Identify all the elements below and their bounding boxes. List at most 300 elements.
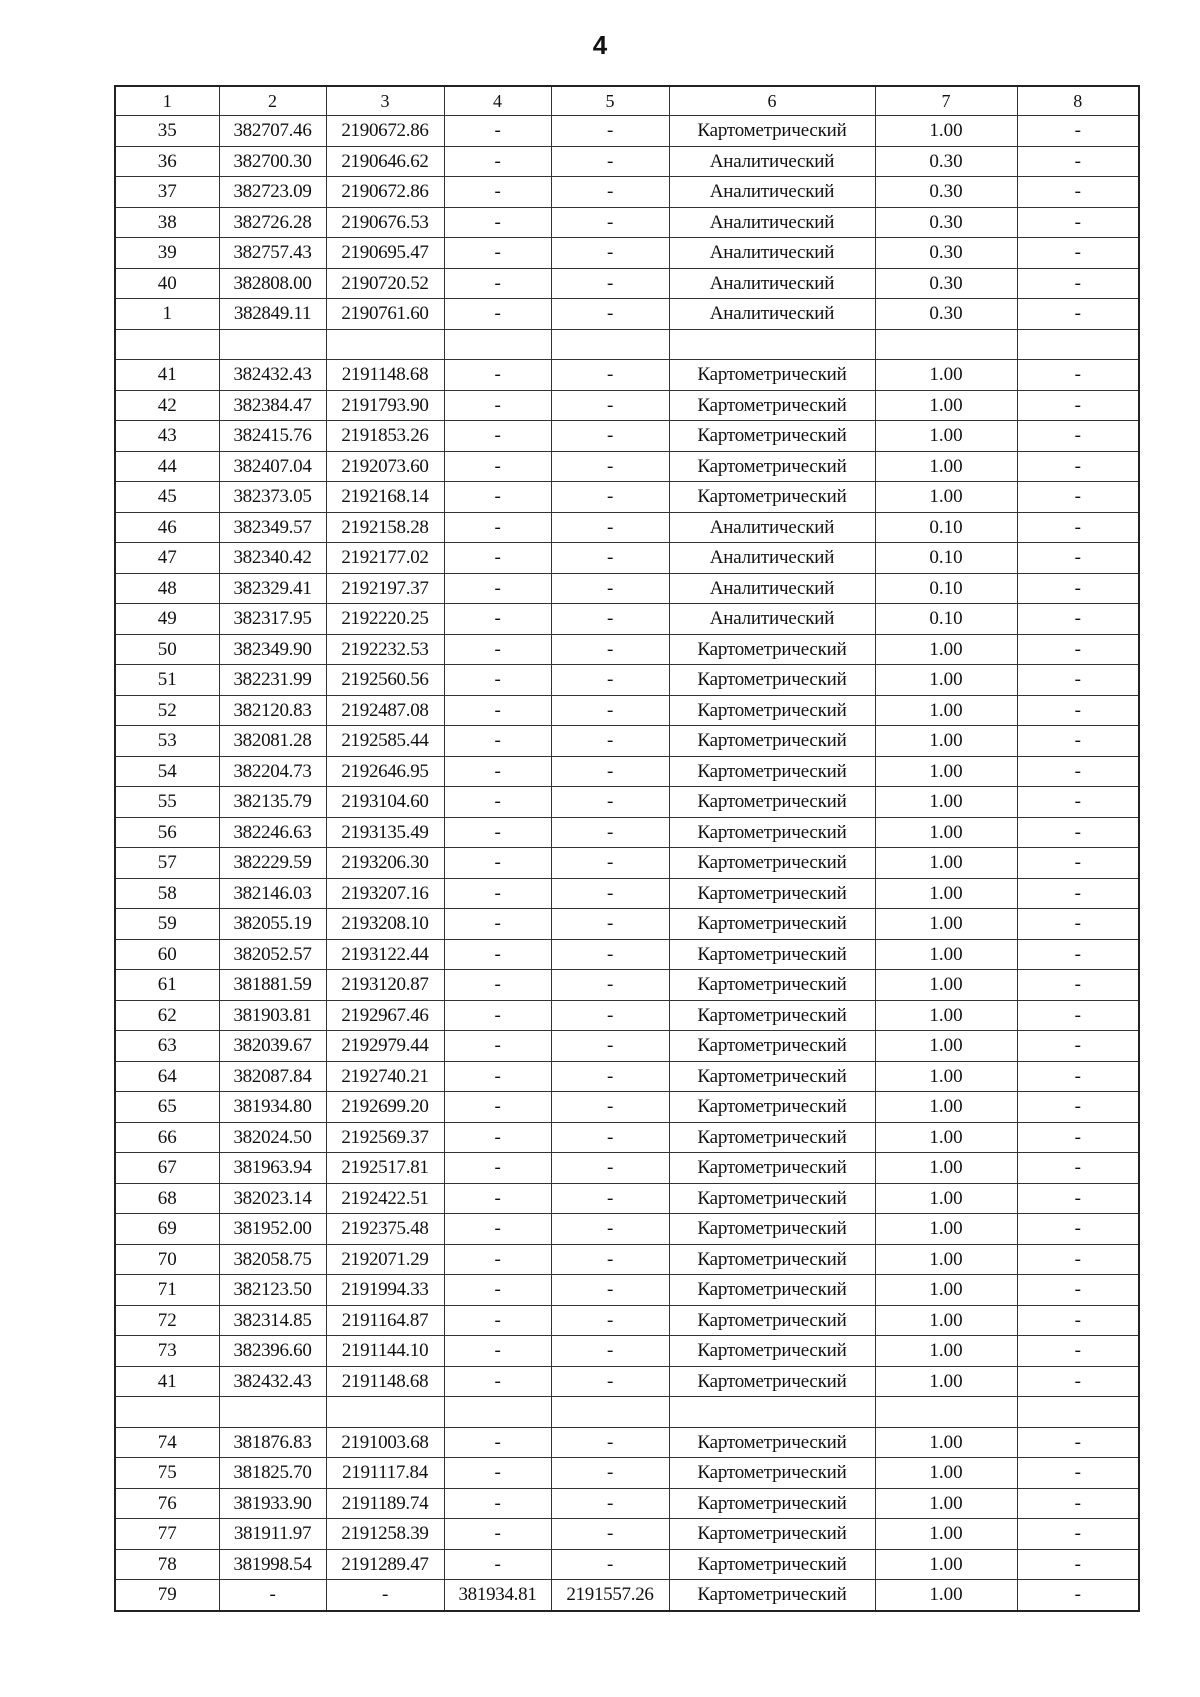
y-coordinate-alt-cell: - [551, 1275, 669, 1306]
x-coordinate-alt-cell: - [444, 116, 551, 147]
y-coordinate-cell: 2192422.51 [326, 1183, 444, 1214]
accuracy-cell: 0.30 [875, 268, 1017, 299]
y-coordinate-cell: 2192740.21 [326, 1061, 444, 1092]
x-coordinate-alt-cell: - [444, 1061, 551, 1092]
y-coordinate-cell: 2190695.47 [326, 238, 444, 269]
point-number-cell: 54 [115, 756, 219, 787]
x-coordinate-cell: 382849.11 [219, 299, 326, 330]
accuracy-cell: 0.10 [875, 604, 1017, 635]
table-row [115, 1214, 1139, 1245]
x-coordinate-cell: 382726.28 [219, 207, 326, 238]
point-number-cell: 40 [115, 268, 219, 299]
accuracy-cell: 1.00 [875, 1427, 1017, 1458]
x-coordinate-alt-cell: - [444, 1153, 551, 1184]
accuracy-cell: 1.00 [875, 726, 1017, 757]
point-number-cell: 49 [115, 604, 219, 635]
description-cell: - [1017, 512, 1139, 543]
accuracy-cell: 0.10 [875, 543, 1017, 574]
accuracy-cell: 1.00 [875, 390, 1017, 421]
method-cell [669, 1397, 875, 1428]
x-coordinate-alt-cell: - [444, 146, 551, 177]
x-coordinate-cell: 382700.30 [219, 146, 326, 177]
x-coordinate-alt-cell: - [444, 1183, 551, 1214]
description-cell: - [1017, 909, 1139, 940]
x-coordinate-alt-cell: - [444, 726, 551, 757]
description-cell: - [1017, 695, 1139, 726]
method-cell: Картометрический [669, 939, 875, 970]
y-coordinate-cell: 2192375.48 [326, 1214, 444, 1245]
method-cell: Картометрический [669, 1366, 875, 1397]
description-cell: - [1017, 1244, 1139, 1275]
point-number-cell: 64 [115, 1061, 219, 1092]
x-coordinate-cell: 382024.50 [219, 1122, 326, 1153]
y-coordinate-cell: 2192220.25 [326, 604, 444, 635]
point-number-cell: 43 [115, 421, 219, 452]
y-coordinate-cell: 2192646.95 [326, 756, 444, 787]
accuracy-cell: 1.00 [875, 787, 1017, 818]
accuracy-cell: 1.00 [875, 1549, 1017, 1580]
x-coordinate-cell: 382039.67 [219, 1031, 326, 1062]
y-coordinate-cell: 2190646.62 [326, 146, 444, 177]
description-cell: - [1017, 1122, 1139, 1153]
x-coordinate-alt-cell: - [444, 177, 551, 208]
method-cell: Картометрический [669, 726, 875, 757]
accuracy-cell: 1.00 [875, 939, 1017, 970]
y-coordinate-alt-cell: - [551, 177, 669, 208]
description-cell: - [1017, 848, 1139, 879]
table-row [115, 238, 1139, 269]
y-coordinate-alt-cell: - [551, 1519, 669, 1550]
x-coordinate-cell: 382120.83 [219, 695, 326, 726]
accuracy-cell: 1.00 [875, 1458, 1017, 1489]
table-row [115, 726, 1139, 757]
x-coordinate-cell: 382329.41 [219, 573, 326, 604]
y-coordinate-alt-cell: - [551, 665, 669, 696]
method-cell: Картометрический [669, 116, 875, 147]
point-number-cell: 68 [115, 1183, 219, 1214]
table-row [115, 878, 1139, 909]
y-coordinate-cell: 2191258.39 [326, 1519, 444, 1550]
y-coordinate-alt-cell: - [551, 817, 669, 848]
point-number-cell: 55 [115, 787, 219, 818]
point-number-cell: 72 [115, 1305, 219, 1336]
accuracy-cell: 1.00 [875, 1488, 1017, 1519]
x-coordinate-cell: 381825.70 [219, 1458, 326, 1489]
y-coordinate-cell: 2192487.08 [326, 695, 444, 726]
y-coordinate-alt-cell: - [551, 726, 669, 757]
point-number-cell: 1 [115, 299, 219, 330]
y-coordinate-cell: 2190672.86 [326, 116, 444, 147]
y-coordinate-cell: 2190761.60 [326, 299, 444, 330]
y-coordinate-cell: - [326, 1580, 444, 1611]
y-coordinate-alt-cell: - [551, 1183, 669, 1214]
description-cell [1017, 1397, 1139, 1428]
description-cell: - [1017, 177, 1139, 208]
y-coordinate-alt-cell: - [551, 695, 669, 726]
x-coordinate-alt-cell: - [444, 909, 551, 940]
x-coordinate-cell: 381933.90 [219, 1488, 326, 1519]
y-coordinate-alt-cell: - [551, 482, 669, 513]
y-coordinate-alt-cell: - [551, 360, 669, 391]
method-cell: Аналитический [669, 573, 875, 604]
point-number-cell: 62 [115, 1000, 219, 1031]
accuracy-cell: 1.00 [875, 665, 1017, 696]
x-coordinate-cell: 382340.42 [219, 543, 326, 574]
point-number-cell: 41 [115, 360, 219, 391]
point-number-cell: 74 [115, 1427, 219, 1458]
header-cell: 5 [551, 86, 669, 116]
point-number-cell: 59 [115, 909, 219, 940]
x-coordinate-alt-cell: - [444, 1000, 551, 1031]
accuracy-cell: 1.00 [875, 1214, 1017, 1245]
accuracy-cell: 1.00 [875, 909, 1017, 940]
x-coordinate-cell: 382723.09 [219, 177, 326, 208]
accuracy-cell: 1.00 [875, 1031, 1017, 1062]
accuracy-cell: 0.10 [875, 512, 1017, 543]
y-coordinate-alt-cell: - [551, 543, 669, 574]
x-coordinate-cell: 382396.60 [219, 1336, 326, 1367]
x-coordinate-alt-cell: - [444, 512, 551, 543]
accuracy-cell: 1.00 [875, 756, 1017, 787]
y-coordinate-cell: 2192967.46 [326, 1000, 444, 1031]
table-body [115, 86, 1139, 1611]
point-number-cell: 37 [115, 177, 219, 208]
method-cell: Картометрический [669, 1580, 875, 1611]
accuracy-cell: 1.00 [875, 695, 1017, 726]
y-coordinate-alt-cell: - [551, 116, 669, 147]
method-cell: Аналитический [669, 146, 875, 177]
y-coordinate-alt-cell: - [551, 1427, 669, 1458]
x-coordinate-alt-cell [444, 329, 551, 360]
table-row [115, 787, 1139, 818]
description-cell: - [1017, 970, 1139, 1001]
y-coordinate-cell: 2190720.52 [326, 268, 444, 299]
accuracy-cell: 1.00 [875, 1580, 1017, 1611]
x-coordinate-alt-cell: - [444, 878, 551, 909]
x-coordinate-cell: - [219, 1580, 326, 1611]
x-coordinate-alt-cell: - [444, 1519, 551, 1550]
accuracy-cell: 1.00 [875, 1000, 1017, 1031]
y-coordinate-alt-cell: - [551, 1244, 669, 1275]
point-number-cell: 63 [115, 1031, 219, 1062]
y-coordinate-cell: 2191117.84 [326, 1458, 444, 1489]
point-number-cell: 51 [115, 665, 219, 696]
point-number-cell [115, 329, 219, 360]
y-coordinate-alt-cell: - [551, 207, 669, 238]
method-cell: Картометрический [669, 1031, 875, 1062]
method-cell: Картометрический [669, 909, 875, 940]
x-coordinate-alt-cell: - [444, 268, 551, 299]
point-number-cell: 36 [115, 146, 219, 177]
y-coordinate-alt-cell: - [551, 1061, 669, 1092]
x-coordinate-cell: 381998.54 [219, 1549, 326, 1580]
table-row [115, 970, 1139, 1001]
description-cell: - [1017, 268, 1139, 299]
x-coordinate-alt-cell: - [444, 1336, 551, 1367]
table-spacer-row [115, 329, 1139, 360]
method-cell: Аналитический [669, 604, 875, 635]
point-number-cell: 35 [115, 116, 219, 147]
y-coordinate-alt-cell: - [551, 146, 669, 177]
x-coordinate-cell: 382707.46 [219, 116, 326, 147]
accuracy-cell: 1.00 [875, 634, 1017, 665]
point-number-cell: 69 [115, 1214, 219, 1245]
y-coordinate-alt-cell: - [551, 756, 669, 787]
accuracy-cell: 1.00 [875, 878, 1017, 909]
y-coordinate-alt-cell: 2191557.26 [551, 1580, 669, 1611]
x-coordinate-alt-cell: - [444, 451, 551, 482]
y-coordinate-cell: 2191148.68 [326, 360, 444, 391]
method-cell: Картометрический [669, 665, 875, 696]
accuracy-cell [875, 1397, 1017, 1428]
accuracy-cell [875, 329, 1017, 360]
y-coordinate-cell [326, 1397, 444, 1428]
table-row [115, 268, 1139, 299]
method-cell: Аналитический [669, 299, 875, 330]
point-number-cell: 75 [115, 1458, 219, 1489]
method-cell: Картометрический [669, 451, 875, 482]
description-cell: - [1017, 207, 1139, 238]
x-coordinate-cell: 382123.50 [219, 1275, 326, 1306]
y-coordinate-alt-cell: - [551, 1092, 669, 1123]
y-coordinate-cell: 2191853.26 [326, 421, 444, 452]
x-coordinate-cell: 381952.00 [219, 1214, 326, 1245]
point-number-cell: 50 [115, 634, 219, 665]
x-coordinate-cell: 382432.43 [219, 360, 326, 391]
method-cell: Аналитический [669, 512, 875, 543]
method-cell: Аналитический [669, 177, 875, 208]
x-coordinate-alt-cell: - [444, 1488, 551, 1519]
table-row [115, 1000, 1139, 1031]
table-row [115, 1092, 1139, 1123]
accuracy-cell: 1.00 [875, 1244, 1017, 1275]
table-row [115, 451, 1139, 482]
accuracy-cell: 1.00 [875, 1336, 1017, 1367]
description-cell: - [1017, 1336, 1139, 1367]
x-coordinate-alt-cell: - [444, 665, 551, 696]
point-number-cell: 39 [115, 238, 219, 269]
description-cell: - [1017, 238, 1139, 269]
method-cell: Картометрический [669, 878, 875, 909]
x-coordinate-cell [219, 329, 326, 360]
point-number-cell: 76 [115, 1488, 219, 1519]
description-cell: - [1017, 1000, 1139, 1031]
method-cell: Картометрический [669, 1519, 875, 1550]
method-cell: Картометрический [669, 1214, 875, 1245]
x-coordinate-alt-cell: - [444, 1366, 551, 1397]
description-cell: - [1017, 665, 1139, 696]
table-row [115, 573, 1139, 604]
y-coordinate-cell: 2192517.81 [326, 1153, 444, 1184]
y-coordinate-alt-cell: - [551, 1000, 669, 1031]
x-coordinate-alt-cell: - [444, 360, 551, 391]
description-cell: - [1017, 726, 1139, 757]
table-row [115, 1153, 1139, 1184]
x-coordinate-alt-cell: - [444, 1275, 551, 1306]
table-row [115, 909, 1139, 940]
description-cell: - [1017, 1214, 1139, 1245]
x-coordinate-alt-cell: - [444, 604, 551, 635]
x-coordinate-alt-cell: - [444, 1031, 551, 1062]
x-coordinate-alt-cell: - [444, 573, 551, 604]
y-coordinate-alt-cell: - [551, 787, 669, 818]
method-cell: Аналитический [669, 238, 875, 269]
point-number-cell: 44 [115, 451, 219, 482]
method-cell: Картометрический [669, 1183, 875, 1214]
description-cell: - [1017, 1275, 1139, 1306]
accuracy-cell: 1.00 [875, 421, 1017, 452]
y-coordinate-alt-cell [551, 1397, 669, 1428]
table-row [115, 1336, 1139, 1367]
description-cell: - [1017, 360, 1139, 391]
accuracy-cell: 1.00 [875, 1092, 1017, 1123]
description-cell: - [1017, 1519, 1139, 1550]
accuracy-cell: 1.00 [875, 1153, 1017, 1184]
y-coordinate-cell: 2190672.86 [326, 177, 444, 208]
method-cell: Картометрический [669, 848, 875, 879]
method-cell: Картометрический [669, 1122, 875, 1153]
y-coordinate-cell: 2192197.37 [326, 573, 444, 604]
description-cell: - [1017, 817, 1139, 848]
description-cell: - [1017, 1549, 1139, 1580]
x-coordinate-alt-cell: 381934.81 [444, 1580, 551, 1611]
x-coordinate-alt-cell: - [444, 1244, 551, 1275]
point-number-cell: 57 [115, 848, 219, 879]
method-cell: Картометрический [669, 970, 875, 1001]
accuracy-cell: 1.00 [875, 970, 1017, 1001]
description-cell: - [1017, 1488, 1139, 1519]
method-cell: Картометрический [669, 1153, 875, 1184]
x-coordinate-cell: 382317.95 [219, 604, 326, 635]
accuracy-cell: 1.00 [875, 1275, 1017, 1306]
x-coordinate-alt-cell: - [444, 1549, 551, 1580]
y-coordinate-cell: 2192979.44 [326, 1031, 444, 1062]
x-coordinate-alt-cell: - [444, 207, 551, 238]
x-coordinate-alt-cell: - [444, 634, 551, 665]
x-coordinate-cell: 382229.59 [219, 848, 326, 879]
table-row [115, 299, 1139, 330]
method-cell: Картометрический [669, 1244, 875, 1275]
description-cell: - [1017, 1031, 1139, 1062]
table-row [115, 756, 1139, 787]
x-coordinate-cell: 381934.80 [219, 1092, 326, 1123]
y-coordinate-cell: 2192585.44 [326, 726, 444, 757]
x-coordinate-alt-cell: - [444, 1214, 551, 1245]
y-coordinate-alt-cell: - [551, 1366, 669, 1397]
x-coordinate-alt-cell: - [444, 695, 551, 726]
page-number: 4 [592, 30, 608, 60]
table-row [115, 482, 1139, 513]
table-row [115, 543, 1139, 574]
description-cell: - [1017, 543, 1139, 574]
table-row [115, 1488, 1139, 1519]
description-cell: - [1017, 299, 1139, 330]
description-cell: - [1017, 1366, 1139, 1397]
x-coordinate-cell: 382081.28 [219, 726, 326, 757]
x-coordinate-cell: 382146.03 [219, 878, 326, 909]
accuracy-cell: 1.00 [875, 1366, 1017, 1397]
method-cell: Картометрический [669, 756, 875, 787]
y-coordinate-alt-cell: - [551, 421, 669, 452]
point-number-cell: 79 [115, 1580, 219, 1611]
y-coordinate-cell: 2191289.47 [326, 1549, 444, 1580]
method-cell: Картометрический [669, 695, 875, 726]
x-coordinate-alt-cell: - [444, 421, 551, 452]
description-cell: - [1017, 421, 1139, 452]
point-number-cell: 67 [115, 1153, 219, 1184]
x-coordinate-alt-cell: - [444, 1092, 551, 1123]
x-coordinate-cell: 382204.73 [219, 756, 326, 787]
description-cell: - [1017, 573, 1139, 604]
header-cell: 1 [115, 86, 219, 116]
description-cell: - [1017, 1092, 1139, 1123]
table-row [115, 146, 1139, 177]
x-coordinate-cell: 382246.63 [219, 817, 326, 848]
x-coordinate-alt-cell: - [444, 1305, 551, 1336]
table-row [115, 177, 1139, 208]
description-cell: - [1017, 1153, 1139, 1184]
description-cell: - [1017, 146, 1139, 177]
y-coordinate-cell: 2193135.49 [326, 817, 444, 848]
accuracy-cell: 0.10 [875, 573, 1017, 604]
x-coordinate-alt-cell: - [444, 1427, 551, 1458]
y-coordinate-alt-cell: - [551, 451, 669, 482]
y-coordinate-cell: 2192073.60 [326, 451, 444, 482]
y-coordinate-cell: 2192560.56 [326, 665, 444, 696]
y-coordinate-cell: 2192569.37 [326, 1122, 444, 1153]
table-row [115, 116, 1139, 147]
point-number-cell: 58 [115, 878, 219, 909]
table-row [115, 1366, 1139, 1397]
description-cell: - [1017, 1183, 1139, 1214]
x-coordinate-cell: 382087.84 [219, 1061, 326, 1092]
table-row [115, 1427, 1139, 1458]
accuracy-cell: 0.30 [875, 238, 1017, 269]
method-cell: Картометрический [669, 390, 875, 421]
table-row [115, 1275, 1139, 1306]
point-number-cell: 73 [115, 1336, 219, 1367]
table-row [115, 390, 1139, 421]
accuracy-cell: 1.00 [875, 1183, 1017, 1214]
description-cell: - [1017, 939, 1139, 970]
point-number-cell: 45 [115, 482, 219, 513]
y-coordinate-cell: 2193120.87 [326, 970, 444, 1001]
y-coordinate-cell: 2190676.53 [326, 207, 444, 238]
x-coordinate-alt-cell: - [444, 817, 551, 848]
y-coordinate-alt-cell: - [551, 268, 669, 299]
method-cell: Картометрический [669, 1458, 875, 1489]
accuracy-cell: 0.30 [875, 146, 1017, 177]
method-cell: Аналитический [669, 543, 875, 574]
accuracy-cell: 1.00 [875, 482, 1017, 513]
table-row [115, 1122, 1139, 1153]
description-cell: - [1017, 878, 1139, 909]
y-coordinate-cell: 2193104.60 [326, 787, 444, 818]
x-coordinate-cell: 382808.00 [219, 268, 326, 299]
x-coordinate-alt-cell [444, 1397, 551, 1428]
y-coordinate-alt-cell: - [551, 1488, 669, 1519]
method-cell: Картометрический [669, 360, 875, 391]
description-cell: - [1017, 1061, 1139, 1092]
y-coordinate-cell: 2193208.10 [326, 909, 444, 940]
method-cell: Картометрический [669, 1275, 875, 1306]
y-coordinate-cell [326, 329, 444, 360]
y-coordinate-cell: 2191148.68 [326, 1366, 444, 1397]
method-cell: Картометрический [669, 1549, 875, 1580]
method-cell: Аналитический [669, 207, 875, 238]
point-number-cell: 61 [115, 970, 219, 1001]
x-coordinate-cell [219, 1397, 326, 1428]
